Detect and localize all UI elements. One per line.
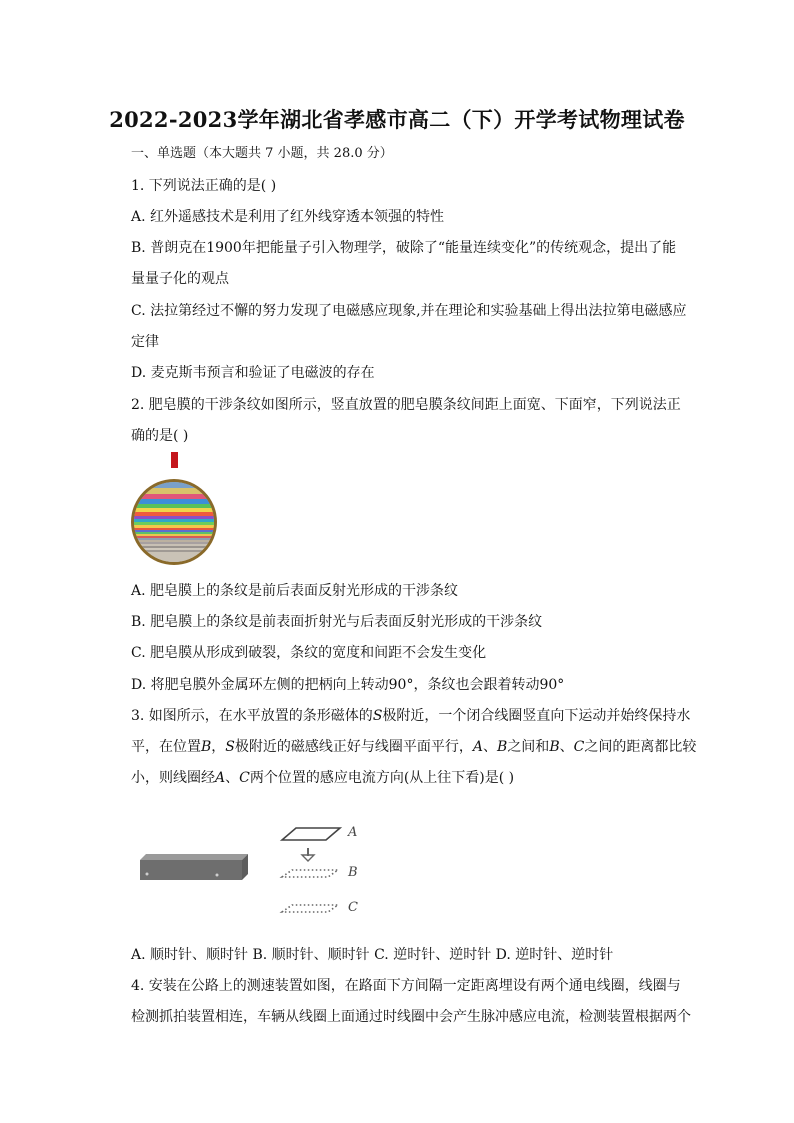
- interference-fringes: [128, 480, 220, 570]
- question-3-stem-cont: [131, 740, 696, 754]
- q3-var-b: B: [201, 739, 212, 755]
- q3-text: 平，在位置: [131, 739, 201, 755]
- label-c: C: [348, 900, 358, 915]
- q3-text: 3. 如图所示，在水平放置的条形磁体的: [131, 708, 373, 724]
- q3-var-b: B: [549, 739, 560, 755]
- question-4-stem: 4. 安装在公路上的测速装置如图，在路面下方间隔一定距离埋设有两个通电线圈，线圈与: [131, 978, 681, 994]
- question-4-stem-cont: 检测抓拍装置相连，车辆从线圈上面通过时线圈中会产生脉冲感应电流，检测装置根据两个: [131, 1009, 691, 1025]
- ring-handle: [171, 452, 178, 468]
- question-3-stem-cont2: [131, 771, 514, 785]
- coil-position-c: [282, 905, 338, 912]
- q3-text: 、: [225, 770, 240, 786]
- q2-option-c: C. 肥皂膜从形成到破裂，条纹的宽度和间距不会发生变化: [131, 645, 487, 661]
- coil-position-a: [282, 828, 340, 840]
- label-a: A: [348, 825, 358, 840]
- q3-var-c: C: [573, 739, 585, 755]
- q3-var-s: S: [372, 708, 383, 724]
- q3-text: ，: [211, 739, 226, 755]
- q3-var-b: B: [497, 739, 508, 755]
- q1-option-c-cont: 定律: [131, 334, 159, 350]
- question-3-stem: [131, 709, 690, 723]
- q3-text: 两个位置的感应电流方向(从上往下看)是( ): [249, 770, 515, 786]
- section-heading: 一、单选题（本大题共 7 小题，共 28.0 分）: [131, 146, 393, 161]
- magnet-coil-figure: [136, 818, 376, 922]
- q3-text: 小，则线圈经: [131, 770, 215, 786]
- q1-option-c: C. 法拉第经过不懈的努力发现了电磁感应现象,并在理论和实验基础上得出法拉第电磁感应: [131, 303, 687, 319]
- q1-option-b: B. 普朗克在1900年把能量子引入物理学，破除了“能量连续变化”的传统观念，提出了能: [131, 240, 677, 256]
- question-2-stem-cont: 确的是( ): [131, 428, 189, 444]
- q3-text: 极附近，一个闭合线圈竖直向下运动并始终保持水: [382, 708, 691, 724]
- magnet-top: [140, 854, 248, 860]
- q1-option-a: A. 红外遥感技术是利用了红外线穿透本领强的特性: [131, 209, 445, 225]
- q3-text: 之间和: [507, 739, 550, 755]
- q1-option-b-cont: 量量子化的观点: [131, 271, 229, 287]
- q3-var-s: S: [225, 739, 235, 755]
- soap-film-figure: [128, 450, 220, 570]
- q2-option-b: B. 肥皂膜上的条纹是前表面折射光与后表面反射光形成的干涉条纹: [131, 614, 543, 630]
- question-1-stem: 1. 下列说法正确的是( ): [131, 178, 277, 194]
- q3-text: 、: [559, 739, 574, 755]
- q3-text: 极附近的磁感线正好与线圈平面平行，: [234, 739, 473, 755]
- q3-options: A. 顺时针、顺时针 B. 顺时针、顺时针 C. 逆时针、逆时针 D. 逆时针、逆时针: [131, 947, 614, 963]
- bar-magnet: [140, 860, 242, 880]
- q3-text: 之间的距离都比较: [584, 739, 697, 755]
- coil-position-b: [282, 870, 338, 877]
- q2-option-d: D. 将肥皂膜外金属环左侧的把柄向上转动90°，条纹也会跟着转动90°: [131, 677, 565, 693]
- q2-option-a: A. 肥皂膜上的条纹是前后表面反射光形成的干涉条纹: [131, 583, 459, 599]
- page-title: 2022-2023学年湖北省孝感市高二（下）开学考试物理试卷: [109, 107, 685, 132]
- q3-text: 、: [483, 739, 498, 755]
- q1-option-d: D. 麦克斯韦预言和验证了电磁波的存在: [131, 365, 375, 381]
- label-b: B: [348, 865, 358, 880]
- question-2-stem: 2. 肥皂膜的干涉条纹如图所示，竖直放置的肥皂膜条纹间距上面宽、下面窄，下列说法正: [131, 397, 681, 413]
- q3-var-a: A: [472, 739, 484, 755]
- q3-var-c: C: [239, 770, 250, 786]
- q3-var-a: A: [215, 770, 226, 786]
